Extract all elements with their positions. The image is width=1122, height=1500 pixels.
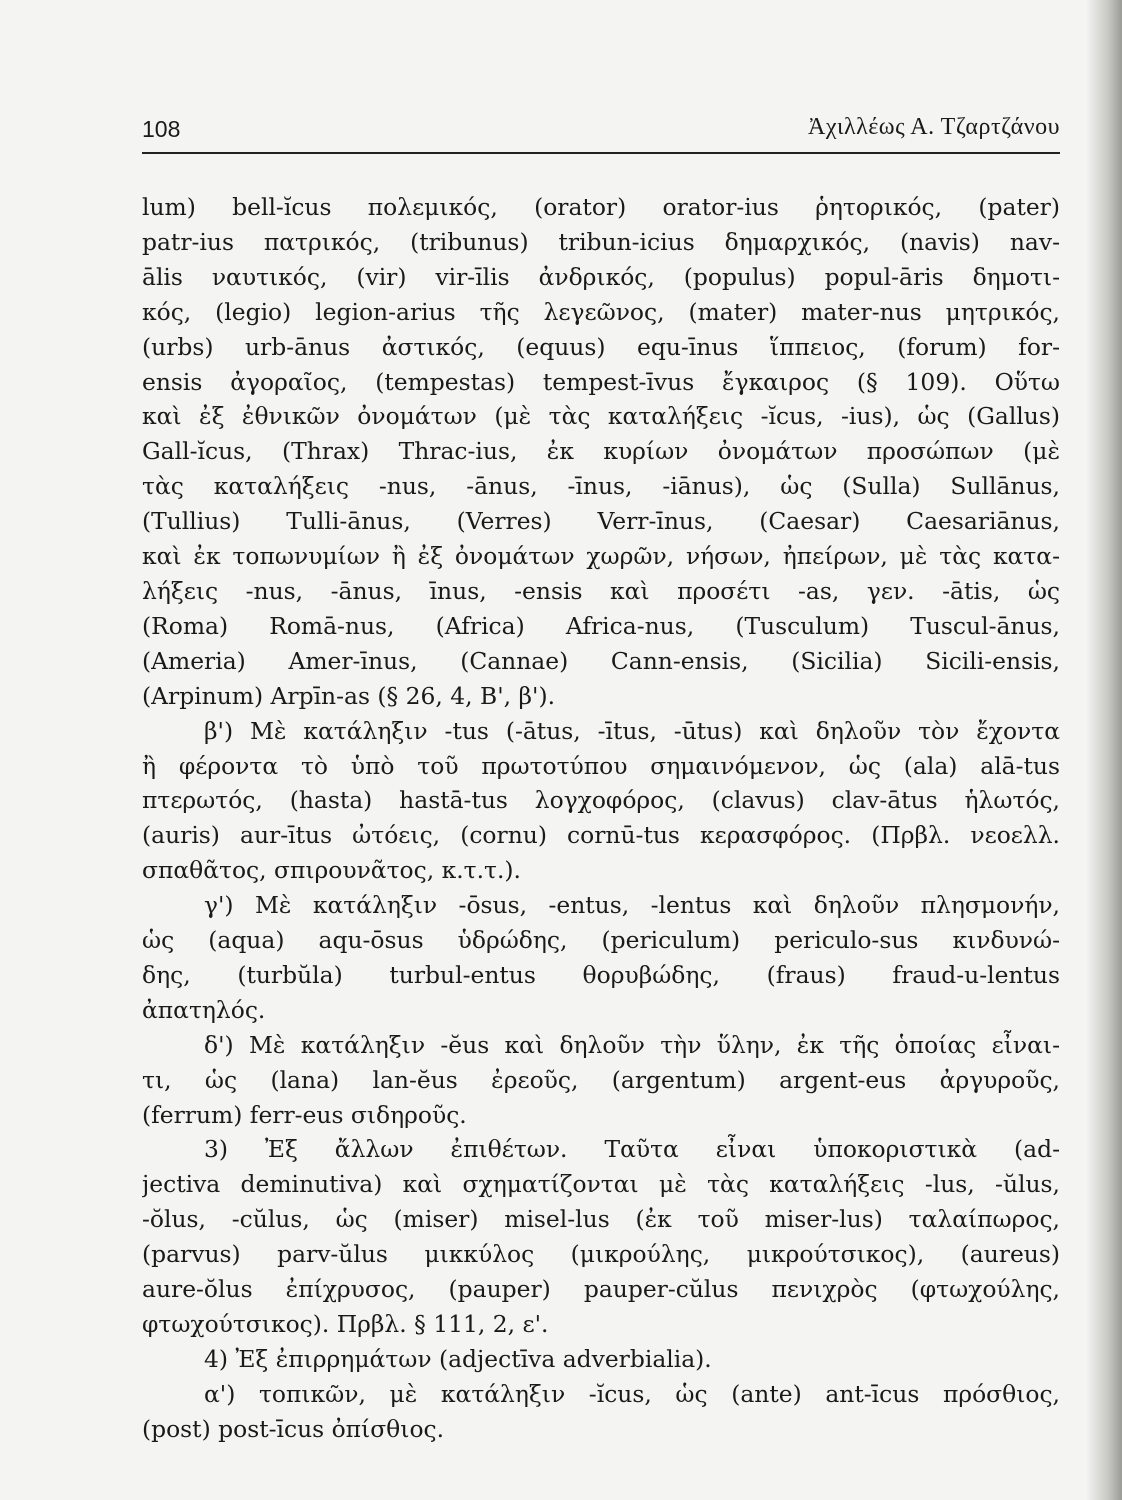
text-line: (parvus) parv-ŭlus μικκύλος (μικρούλης, μικρούτσικος), (aureus) bbox=[142, 1240, 1060, 1269]
text-line: β') Μὲ κατάληξιν -tus (-ātus, -ītus, -ūtus) καὶ δηλοῦν τὸν ἔχοντα bbox=[204, 716, 1060, 745]
text-line: δ') Μὲ κατάληξιν -ĕus καὶ δηλοῦν τὴν ὕλην, ἐκ τῆς ὁποίας εἶναι- bbox=[204, 1030, 1060, 1059]
page-number: 108 bbox=[142, 116, 181, 142]
text-line: 3) Ἐξ ἄλλων ἐπιθέτων. Ταῦτα εἶναι ὑποκοριστικὰ (ad- bbox=[204, 1135, 1060, 1164]
text-line: ἢ φέροντα τὸ ὑπὸ τοῦ πρωτοτύπου σημαινόμενον, ὡς (ala) alā-tus bbox=[142, 751, 1060, 780]
header-rule bbox=[142, 152, 1060, 154]
text-line: φτωχούτσικος). Πρβλ. § 111, 2, ε'. bbox=[142, 1310, 549, 1338]
text-line: ἀπατηλός. bbox=[142, 995, 266, 1024]
text-line: λήξεις -nus, -ānus, īnus, -ensis καὶ προσέτι -as, γεν. -ātis, ὡς bbox=[142, 576, 1060, 605]
text-line: α') τοπικῶν, μὲ κατάληξιν -ĭcus, ὡς (ante) ant-īcus πρόσθιος, bbox=[204, 1379, 1060, 1408]
text-line: (Ameria) Amer-īnus, (Cannae) Cann-ensis, (Sicilia) Sicili-ensis, bbox=[142, 646, 1060, 675]
binding-shadow bbox=[1086, 0, 1122, 1500]
text-line: jectiva deminutiva) καὶ σχηματίζονται μὲ τὰς καταλήξεις -lus, -ŭlus, bbox=[142, 1170, 1060, 1199]
text-line: -ŏlus, -cŭlus, ὡς (miser) misel-lus (ἐκ τοῦ miser-lus) ταλαίπωρος, bbox=[142, 1205, 1060, 1234]
text-line: καὶ ἐκ τοπωνυμίων ἢ ἐξ ὀνομάτων χωρῶν, νήσων, ἠπείρων, μὲ τὰς κατα- bbox=[142, 542, 1060, 571]
text-line: (urbs) urb-ānus ἀστικός, (equus) equ-īnus ἵππειος, (forum) for- bbox=[142, 332, 1060, 361]
text-line: lum) bell-ĭcus πολεμικός, (orator) orator-ius ῥητορικός, (pater) bbox=[142, 193, 1060, 221]
text-line: γ') Μὲ κατάληξιν -ōsus, -entus, -lentus καὶ δηλοῦν πλησμονήν, bbox=[204, 891, 1060, 920]
text-line: ὡς (aqua) aqu-ōsus ὑδρώδης, (periculum) periculo-sus κινδυνώ- bbox=[142, 926, 1060, 955]
text-line: πτερωτός, (hasta) hastā-tus λογχοφόρος, (clavus) clav-ātus ἡλωτός, bbox=[142, 786, 1060, 815]
text-line: τι, ὡς (lana) lan-ĕus ἐρεοῦς, (argentum) argent-eus ἀργυροῦς, bbox=[142, 1065, 1060, 1094]
text-line: Gall-ĭcus, (Thrax) Thrac-ius, ἐκ κυρίων ὀνομάτων προσώπων (μὲ bbox=[142, 437, 1060, 466]
text-line: (ferrum) ferr-eus σιδηροῦς. bbox=[142, 1100, 467, 1129]
text-line: (post) post-īcus ὀπίσθιος. bbox=[142, 1414, 445, 1443]
text-line: ensis ἀγοραῖος, (tempestas) tempest-īvus ἔγκαιρος (§ 109). Οὕτω bbox=[142, 367, 1060, 396]
text-line: καὶ ἐξ ἐθνικῶν ὀνομάτων (μὲ τὰς καταλήξεις -ĭcus, -ius), ὡς (Gallus) bbox=[142, 402, 1060, 431]
text-line: (auris) aur-ītus ὠτόεις, (cornu) cornū-tus κερασφόρος. (Πρβλ. νεοελλ. bbox=[142, 821, 1060, 850]
body-text bbox=[142, 190, 1060, 1447]
text-line: (Tullius) Tulli-ānus, (Verres) Verr-īnus, (Caesar) Caesariānus, bbox=[142, 507, 1060, 536]
text-line: aure-ŏlus ἐπίχρυσος, (pauper) pauper-cŭlus πενιχρὸς (φτωχούλης, bbox=[142, 1275, 1060, 1304]
running-head-author: Ἀχιλλέως Α. Τζαρτζάνου bbox=[808, 114, 1060, 140]
text-line: δης, (turbŭla) turbul-entus θορυβώδης, (fraus) fraud-u-lentus bbox=[142, 960, 1060, 989]
text-line: 4) Ἐξ ἐπιρρημάτων (adjectīva adverbialia). bbox=[204, 1344, 712, 1373]
text-line: ālis ναυτικός, (vir) vir-īlis ἀνδρικός, (populus) popul-āris δημοτι- bbox=[142, 262, 1060, 291]
text-line: τὰς καταλήξεις -nus, -ānus, -īnus, -iānus), ὡς (Sulla) Sullānus, bbox=[142, 472, 1060, 501]
text-line: σπαθᾶτος, σπιρουνᾶτος, κ.τ.τ.). bbox=[142, 856, 521, 885]
book-page bbox=[142, 112, 1060, 1447]
text-line: (Roma) Romā-nus, (Africa) Africa-nus, (Tusculum) Tuscul-ānus, bbox=[142, 611, 1060, 640]
text-line: patr-ius πατρικός, (tribunus) tribun-icius δημαρχικός, (navis) nav- bbox=[142, 227, 1060, 256]
running-head bbox=[142, 112, 1060, 146]
text-line: κός, (legio) legion-arius τῆς λεγεῶνος, (mater) mater-nus μητρικός, bbox=[142, 297, 1060, 326]
text-line: (Arpinum) Arpīn-as (§ 26, 4, Β', β'). bbox=[142, 681, 556, 710]
